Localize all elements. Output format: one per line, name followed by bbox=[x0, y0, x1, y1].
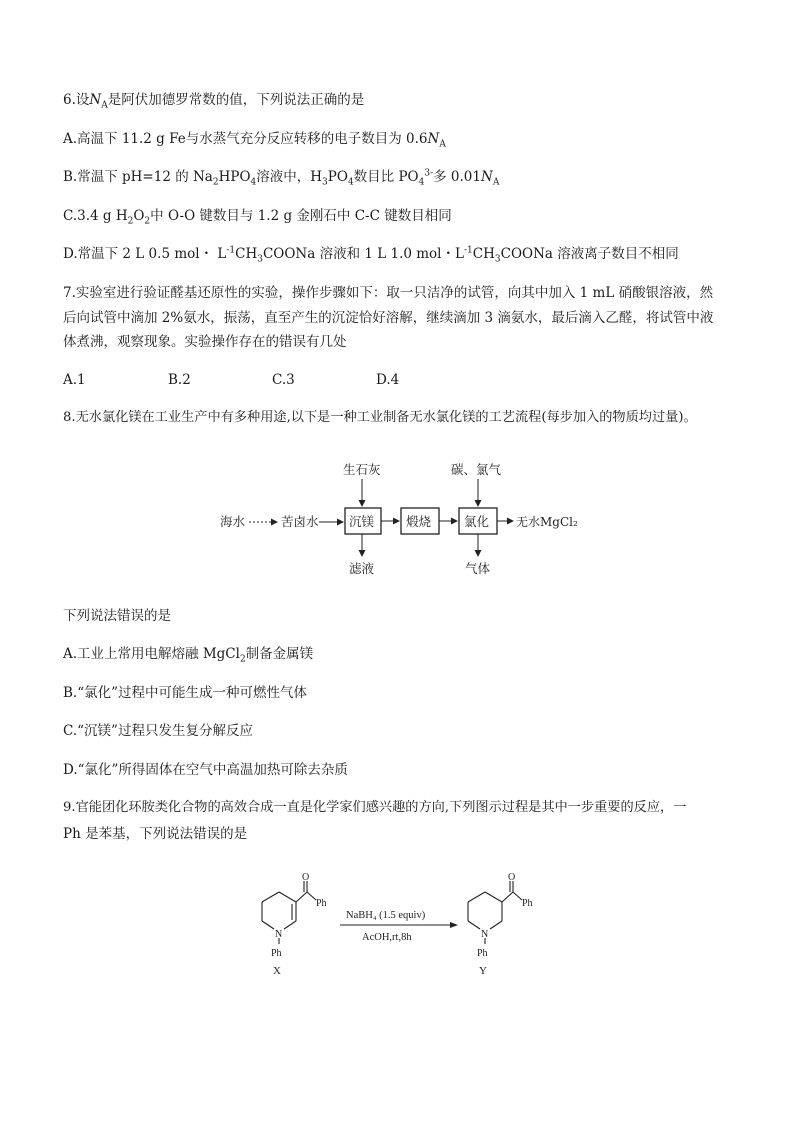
flow-seawater: 海水 bbox=[220, 514, 246, 529]
q7-option-d: D.4 bbox=[376, 372, 400, 388]
x-phenyl-ketone: Ph bbox=[316, 898, 327, 909]
q7-stem-line2: 后向试管中滴加 2%氨水，振荡，直至产生的沉淀恰好溶解，继续滴加 3 滴氨水，最后滴入乙醛，将试管中液 bbox=[63, 310, 714, 326]
q7-stem-line1: 7.实验室进行验证醛基还原性的实验，操作步骤如下：取一只洁净的试管，向其中加入 1 mL 硝酸银溶液，然 bbox=[63, 285, 714, 301]
y-phenyl-ketone: Ph bbox=[522, 898, 533, 909]
x-nitrogen: N bbox=[275, 929, 283, 940]
q6-option-c: C.3.4 g $H_2O_2$中 O-O 键数目与 1.2 g 金刚石中 C-C 键数目相同 bbox=[63, 208, 452, 227]
flow-reagents: 碳、氯气 bbox=[451, 462, 502, 477]
q7-option-b: B.2 bbox=[168, 372, 191, 388]
reaction-arrowhead bbox=[450, 922, 458, 928]
reagent-text: NaBH₄ (1.5 equiv) bbox=[346, 910, 426, 921]
flow-filtrate: 滤液 bbox=[349, 561, 375, 576]
flow-gas: 气体 bbox=[465, 561, 491, 576]
q9-stem-line1: 9.官能团化环胺类化合物的高效合成一直是化学家们感兴趣的方向,下列图示过程是其中一步重要的反应，一 bbox=[63, 800, 687, 815]
molecule-x bbox=[262, 881, 316, 944]
q9-stem-line2: Ph 是苯基，下列说法错误的是 bbox=[63, 826, 248, 842]
q8-option-b: B.“氯化”过程中可能生成一种可燃性气体 bbox=[63, 685, 308, 701]
flow-precip-label: 沉镁 bbox=[349, 514, 375, 529]
q7-stem-line3: 体煮沸，观察现象。实验操作存在的错误有几处 bbox=[63, 334, 347, 350]
reaction-scheme bbox=[250, 872, 580, 987]
q6-option-d: D.常温下 2 L 0.5 mol・ $L^{-1}CH_3COONa$ 溶液和 1 L 1.0 mol・$L^{-1}CH_3COONa$ 溶液离子数目不相同 bbox=[63, 245, 679, 265]
x-oxygen: O bbox=[302, 872, 310, 883]
process-flow-diagram bbox=[215, 455, 605, 585]
molecule-y bbox=[468, 881, 522, 944]
q6-option-a: A.高温下 11.2 g Fe与水蒸气充分反应转移的电子数目为 $0.6N_A$ bbox=[63, 131, 446, 150]
label-y: Y bbox=[479, 965, 487, 977]
q8-question: 下列说法错误的是 bbox=[63, 608, 171, 624]
y-phenyl-n: Ph bbox=[477, 948, 488, 959]
conditions-text: AcOH,rt,8h bbox=[362, 932, 412, 943]
q7-option-c: C.3 bbox=[272, 372, 295, 388]
flow-brine: 苦卤水 bbox=[281, 514, 319, 529]
q6-stem: 6.设$N_A$是阿伏加德罗常数的值，下列说法正确的是 bbox=[63, 92, 365, 111]
q7-option-a: A.1 bbox=[63, 372, 86, 388]
flow-lime: 生石灰 bbox=[343, 462, 381, 477]
q8-option-c: C.“沉镁”过程只发生复分解反应 bbox=[63, 723, 253, 739]
q8-option-a: A.工业上常用电解熔融 MgCl$_2$制备金属镁 bbox=[63, 646, 314, 665]
q8-stem: 8.无水氯化镁在工业生产中有多种用途,以下是一种工业制备无水氯化镁的工艺流程(每步加入的物质均过量)。 bbox=[63, 410, 697, 425]
label-x: X bbox=[273, 965, 281, 977]
q8-option-d: D.“氯化”所得固体在空气中高温加热可除去杂质 bbox=[63, 762, 348, 778]
y-oxygen: O bbox=[508, 872, 516, 883]
y-nitrogen: N bbox=[481, 929, 489, 940]
flow-product: 无水MgCl₂ bbox=[516, 515, 578, 529]
flow-chlorinate-label: 氯化 bbox=[464, 514, 490, 529]
x-phenyl-n: Ph bbox=[271, 948, 282, 959]
flow-calcine-label: 煅烧 bbox=[406, 514, 432, 529]
q6-option-b: B.常温下 pH=12 的 $Na_2HPO_4$溶液中，$H_3PO_4$数目比 $PO_4^{3-}$多 $0.01N_A$ bbox=[63, 168, 500, 188]
